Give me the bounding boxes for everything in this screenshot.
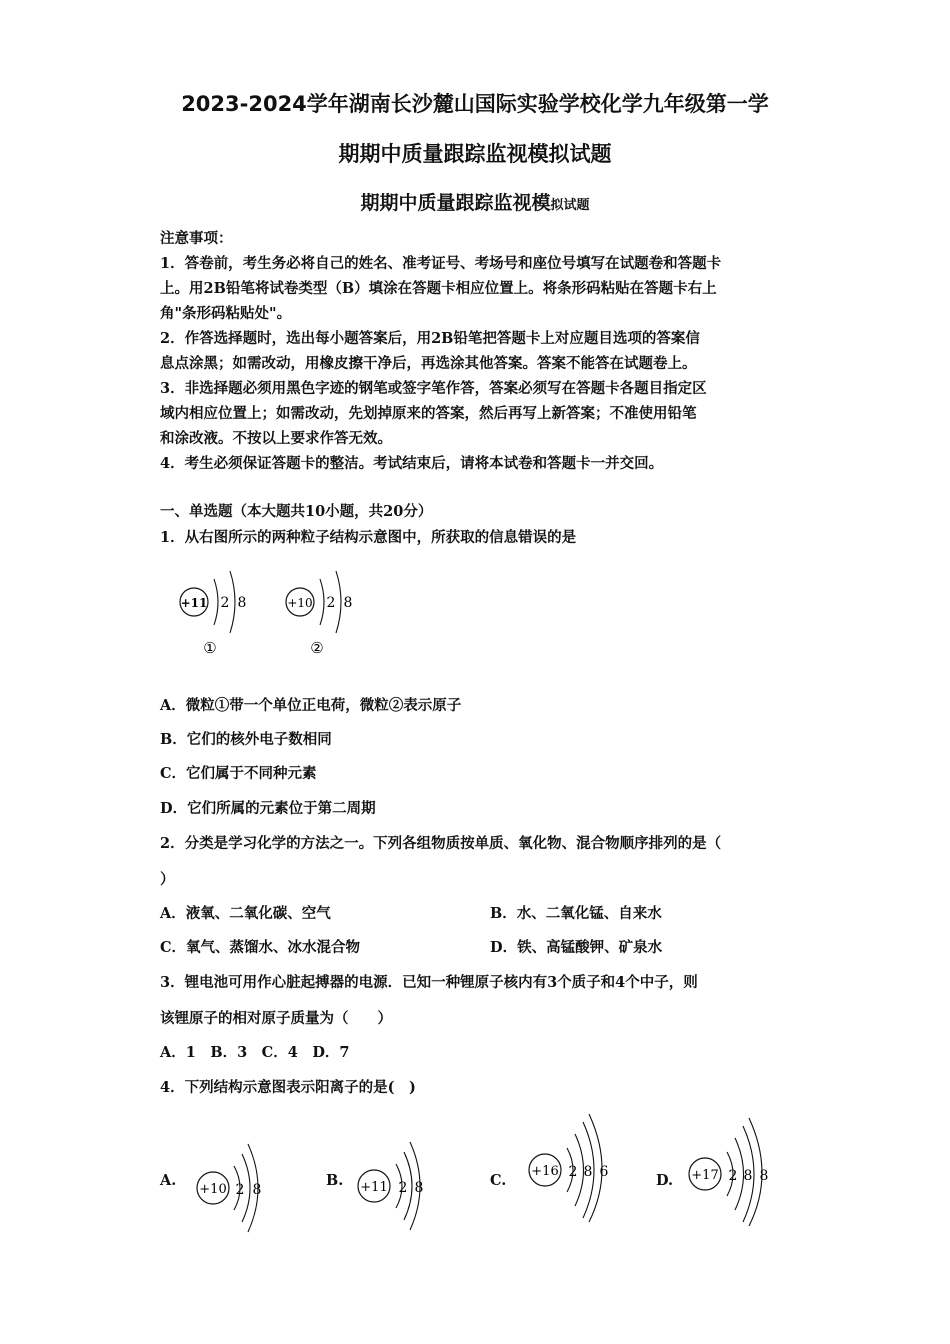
nucleus-charge: +11 xyxy=(360,1180,388,1195)
q2-option-b: B．水、二氧化锰、自来水 xyxy=(490,905,662,922)
q4-option-d-label: D. xyxy=(656,1172,674,1189)
q2-option-d: D．铁、高锰酸钾、矿泉水 xyxy=(490,939,663,956)
nucleus-charge: +10 xyxy=(287,596,313,610)
particle-label: ① xyxy=(203,639,217,657)
q4-option-a-label: A. xyxy=(160,1172,177,1189)
particle-2-diagram xyxy=(286,571,352,657)
shell-electrons: 2 xyxy=(728,1168,738,1184)
shell-electrons: 8 xyxy=(237,595,247,611)
q2-option-c: C．氧气、蒸馏水、冰水混合物 xyxy=(160,939,361,956)
subtitle-small: 拟试题 xyxy=(550,198,590,213)
notice-line: 息点涂黑；如需改动，用橡皮擦干净后，再选涂其他答案。答案不能答在试题卷上。 xyxy=(160,355,697,372)
shell-electrons: 8 xyxy=(583,1164,593,1180)
section-heading: 一、单选题（本大题共10小题，共20分） xyxy=(160,503,433,520)
q1-option-c: C．它们属于不同种元素 xyxy=(160,765,317,782)
page-title-line1: 2023-2024学年湖南长沙麓山国际实验学校化学九年级第一学 xyxy=(181,92,769,116)
shell-electrons: 2 xyxy=(326,595,336,611)
page-title-line2: 期期中质量跟踪监视模拟试题 xyxy=(338,142,612,166)
q4-option-b-label: B. xyxy=(326,1172,344,1189)
shell-electrons: 2 xyxy=(235,1182,245,1198)
shell-electrons: 8 xyxy=(414,1180,424,1196)
shell-electrons: 2 xyxy=(220,595,230,611)
shell-electrons: 2 xyxy=(568,1164,578,1180)
shell-electrons: 8 xyxy=(343,595,353,611)
q4-option-c-diagram xyxy=(525,1112,625,1222)
q4-option-b-diagram xyxy=(352,1138,442,1233)
shell-electrons: 8 xyxy=(252,1182,262,1198)
nucleus-charge: +10 xyxy=(199,1182,227,1197)
q4-option-d-diagram xyxy=(685,1116,785,1226)
q2-stem-end: ） xyxy=(160,871,175,888)
particle-1-diagram xyxy=(180,571,246,657)
particle-label: ② xyxy=(310,639,324,657)
q2-option-a: A．液氧、二氧化碳、空气 xyxy=(160,905,331,922)
notice-line: 域内相应位置上；如需改动，先划掉原来的答案，然后再写上新答案；不准使用铅笔 xyxy=(160,405,697,422)
notice-line: 3．非选择题必须用黑色字迹的钢笔或签字笔作答，答案必须写在答题卡各题目指定区 xyxy=(160,380,707,397)
q4-option-a-diagram xyxy=(190,1140,280,1235)
q1-stem: 1．从右图所示的两种粒子结构示意图中，所获取的信息错误的是 xyxy=(160,529,577,546)
page-subtitle xyxy=(0,188,950,215)
notice-heading: 注意事项： xyxy=(160,230,233,247)
notice-line: 和涂改液。不按以上要求作答无效。 xyxy=(160,430,392,447)
nucleus-charge: +16 xyxy=(531,1164,559,1179)
notice-line: 上。用2B铅笔将试卷类型（B）填涂在答题卡相应位置上。将条形码粘贴在答题卡右上 xyxy=(160,280,717,297)
notice-line: 2．作答选择题时，选出每小题答案后，用2B铅笔把答题卡上对应题目选项的答案信 xyxy=(160,330,700,347)
q3-options: A．1 B．3 C．4 D．7 xyxy=(160,1044,350,1061)
shell-electrons: 8 xyxy=(759,1168,769,1184)
q1-option-d: D．它们所属的元素位于第二周期 xyxy=(160,800,376,817)
q1-particle-diagram xyxy=(170,565,370,660)
q2-stem: 2．分类是学习化学的方法之一。下列各组物质按单质、氧化物、混合物顺序排列的是（ xyxy=(160,835,722,852)
notice-line: 1．答卷前，考生务必将自己的姓名、准考证号、考场号和座位号填写在试题卷和答题卡 xyxy=(160,255,722,272)
shell-electrons: 2 xyxy=(398,1180,408,1196)
shell-electrons: 8 xyxy=(743,1168,753,1184)
q3-stem-line2: 该锂原子的相对原子质量为（ ） xyxy=(160,1010,392,1027)
subtitle-main: 期期中质量跟踪监视模 xyxy=(360,192,551,214)
q3-stem: 3．锂电池可用作心脏起搏器的电源．已知一种锂原子核内有3个质子和4个中子，则 xyxy=(160,974,698,991)
q4-stem: 4．下列结构示意图表示阳离子的是( ) xyxy=(160,1079,416,1096)
q4-option-c-label: C. xyxy=(490,1172,507,1189)
nucleus-charge: +17 xyxy=(691,1168,719,1183)
q1-option-a: A．微粒①带一个单位正电荷，微粒②表示原子 xyxy=(160,697,462,714)
q1-option-b: B．它们的核外电子数相同 xyxy=(160,731,332,748)
shell-electrons: 6 xyxy=(599,1164,609,1180)
notice-line: 4．考生必须保证答题卡的整洁。考试结束后，请将本试卷和答题卡一并交回。 xyxy=(160,455,664,472)
nucleus-charge: +11 xyxy=(180,596,208,610)
notice-line: 角"条形码粘贴处"。 xyxy=(160,305,292,322)
